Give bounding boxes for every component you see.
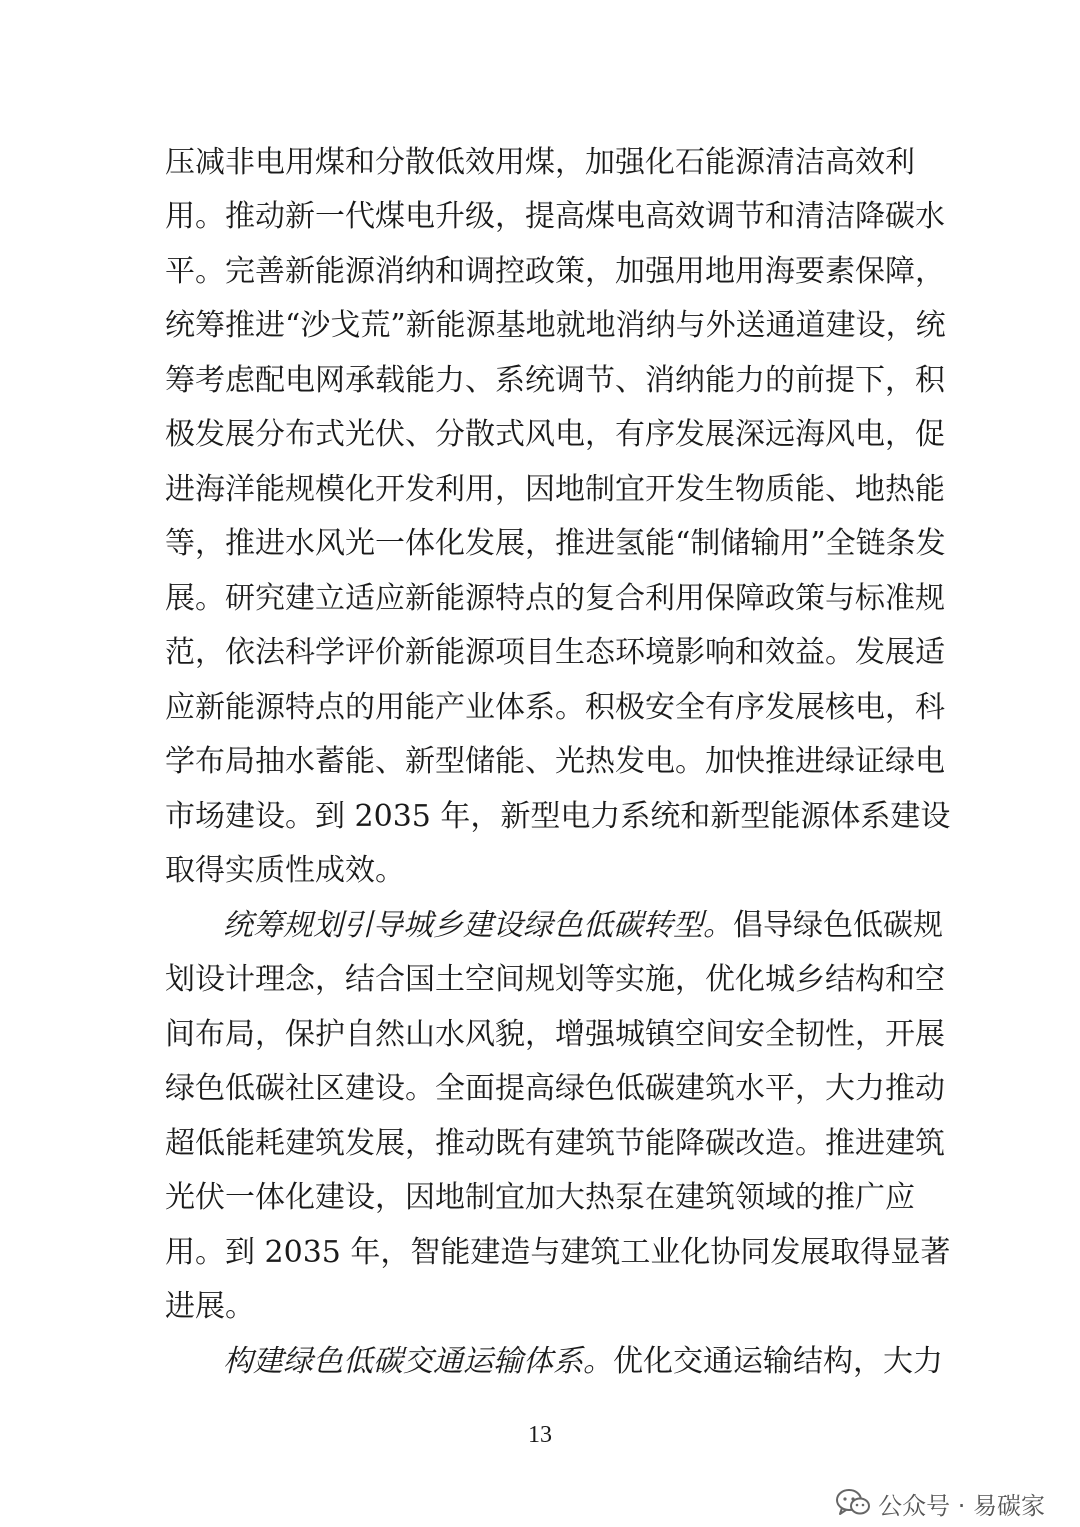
text-line: 进展。 <box>165 1289 255 1324</box>
paragraph-heading: 统筹规划引导城乡建设绿色低碳转型。 <box>223 908 733 943</box>
text-line: 市场建设。到 2035 年，新型电力系统和新型能源体系建设 <box>165 799 951 834</box>
paragraph-first-line <box>223 899 943 953</box>
text-line: 压减非电用煤和分散低效用煤，加强化石能源清洁高效利 <box>165 145 915 180</box>
text-line: 筹考虑配电网承载能力、系统调节、消纳能力的前提下，积 <box>165 363 945 398</box>
wechat-icon <box>836 1489 870 1517</box>
text-line: 极发展分布式光伏、分散式风电，有序发展深远海风电，促 <box>165 417 945 452</box>
text-line: 统筹推进“沙戈荒”新能源基地就地消纳与外送通道建设，统 <box>165 308 946 343</box>
text-line: 间布局，保护自然山水风貌，增强城镇空间安全韧性，开展 <box>165 1017 945 1052</box>
text-line: 展。研究建立适应新能源特点的复合利用保障政策与标准规 <box>165 581 945 616</box>
text-line: 平。完善新能源消纳和调控政策，加强用地用海要素保障， <box>165 254 945 289</box>
text-line: 划设计理念，结合国土空间规划等实施，优化城乡结构和空 <box>165 962 945 997</box>
text-line: 超低能耗建筑发展，推动既有建筑节能降碳改造。推进建筑 <box>165 1126 945 1161</box>
text-line: 取得实质性成效。 <box>165 853 405 888</box>
watermark-text: 公众号 · 易碳家 <box>878 1491 1045 1520</box>
text-line: 范，依法科学评价新能源项目生态环境影响和效益。发展适 <box>165 635 945 670</box>
text-line: 绿色低碳社区建设。全面提高绿色低碳建筑水平，大力推动 <box>165 1071 945 1106</box>
text-line: 应新能源特点的用能产业体系。积极安全有序发展核电，科 <box>165 690 945 725</box>
text-line: 用。推动新一代煤电升级，提高煤电高效调节和清洁降碳水 <box>165 199 945 234</box>
paragraph-heading: 构建绿色低碳交通运输体系。 <box>223 1344 613 1379</box>
paragraph-text: 优化交通运输结构，大力 <box>613 1344 943 1379</box>
text-line: 学布局抽水蓄能、新型储能、光热发电。加快推进绿证绿电 <box>165 744 945 779</box>
text-line: 进海洋能规模化开发利用，因地制宜开发生物质能、地热能 <box>165 472 945 507</box>
watermark <box>836 1485 1045 1521</box>
text-line: 等，推进水风光一体化发展，推进氢能“制储输用”全链条发 <box>165 526 946 561</box>
paragraph-text: 倡导绿色低碳规 <box>733 908 943 943</box>
page-number: 13 <box>528 1422 552 1448</box>
text-line: 光伏一体化建设，因地制宜加大热泵在建筑领域的推广应 <box>165 1180 915 1215</box>
text-line: 用。到 2035 年，智能建造与建筑工业化协同发展取得显著 <box>165 1235 951 1270</box>
paragraph-first-line <box>223 1335 943 1389</box>
